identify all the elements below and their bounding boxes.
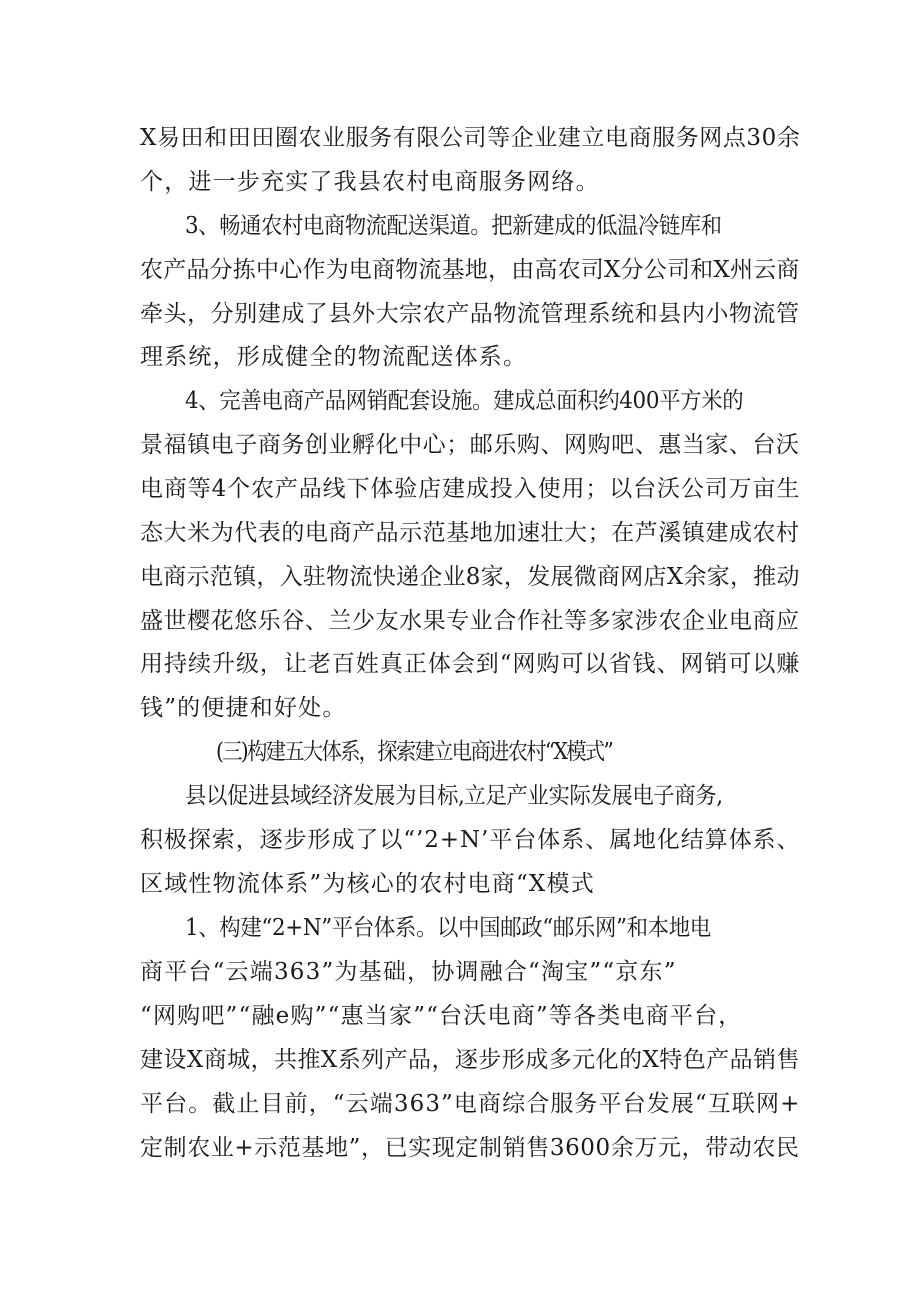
text-line: 景福镇电子商务创业孵化中心；邮乐购、网购吧、惠当家、台沃 [140, 432, 800, 458]
text-line: 商平台“云端363”为基础，协调融合“淘宝”“京东” [140, 959, 677, 985]
text-line: 用持续升级，让老百姓真正体会到“网购可以省钱、网销可以赚 [140, 651, 801, 677]
text-line: 盛世樱花悠乐谷、兰少友水果专业合作社等多家涉农企业电商应 [140, 608, 800, 634]
text-line: 个，进一步充实了我县农村电商服务网络。 [140, 169, 600, 195]
text-line: 理系统，形成健全的物流配送体系。 [140, 344, 528, 370]
text-line: 牵头，分别建成了县外大宗农产品物流管理系统和县内小物流管 [140, 301, 800, 327]
text-line: 建设X商城，共推X系列产品，逐步形成多元化的X特色产品销售 [140, 1047, 800, 1073]
text-line: X易田和田田圈农业服务有限公司等企业建立电商服务网点30余 [140, 125, 801, 151]
paragraph-start: 1、构建“2+N”平台体系。以中国邮政“邮乐网”和本地电 [185, 915, 711, 941]
text-line: 农产品分拣中心作为电商物流基地，由高农司X分公司和X州云商 [140, 257, 800, 283]
text-line: 电商等4个农产品线下体验店建成投入使用；以台沃公司万亩生 [140, 476, 801, 502]
text-line: “网购吧”“融e购”“惠当家”“台沃电商”等各类电商平台， [140, 1003, 743, 1029]
text-line: 态大米为代表的电商产品示范基地加速壮大；在芦溪镇建成农村 [140, 520, 800, 546]
section-heading: (三)构建五大体系，探索建立电商进农村“X模式” [216, 739, 613, 765]
text-line: 电商示范镇，入驻物流快递企业8家，发展微商网店X余家，推动 [140, 564, 800, 590]
text-line: 平台。截止目前，“云端363”电商综合服务平台发展“互联网+ [140, 1091, 801, 1117]
text-line: 区域性物流体系”为核心的农村电商“X模式 [140, 871, 595, 897]
text-line: 积极探索，逐步形成了以“’2+N’平台体系、属地化结算体系、 [140, 827, 801, 853]
text-line: 定制农业+示范基地”，已实现定制销售3600余万元，带动农民 [140, 1135, 800, 1161]
paragraph-start: 县以促进县域经济发展为目标,立足产业实际发展电子商务, [185, 783, 723, 809]
paragraph-start: 4、完善电商产品网销配套设施。建成总面积约400平方米的 [185, 388, 744, 414]
text-line: 钱”的便捷和好处。 [140, 695, 347, 721]
paragraph-start: 3、畅通农村电商物流配送渠道。把新建成的低温冷链库和 [185, 213, 722, 239]
